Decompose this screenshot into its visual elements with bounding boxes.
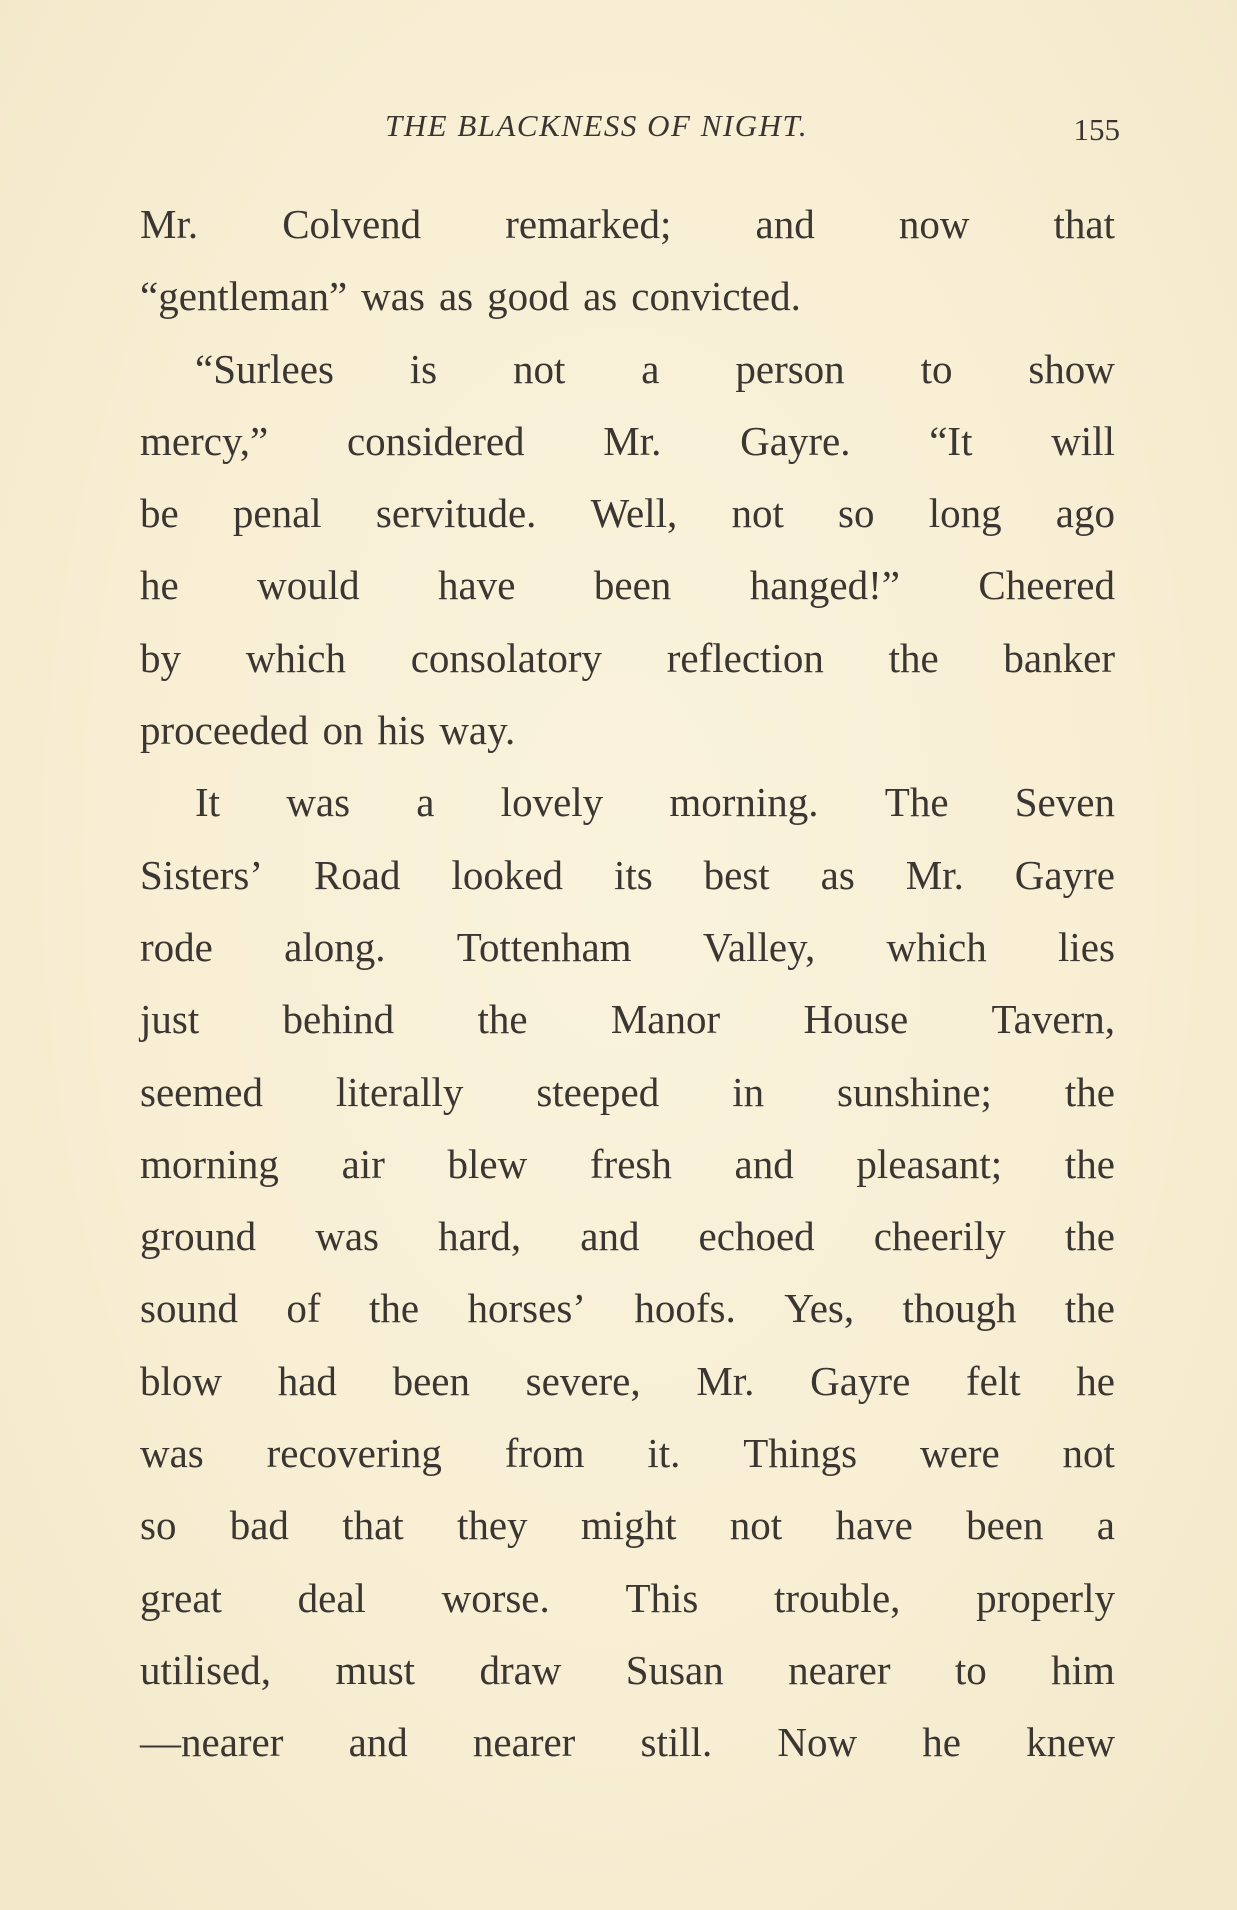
text-line: “gentleman” was as good as convicted. <box>140 273 801 320</box>
page-number: 155 <box>1073 112 1120 147</box>
text-line: blow had been severe, Mr. Gayre felt he <box>140 1357 1115 1404</box>
text-line: proceeded on his way. <box>140 707 516 754</box>
text-line: Mr. Colvend remarked; and now that <box>140 201 1115 247</box>
text-line: morning air blew fresh and pleasant; the <box>140 1140 1115 1187</box>
text-line: sound of the horses’ hoofs. Yes, though the <box>140 1285 1115 1332</box>
text-line: just behind the Manor House Tavern, <box>140 996 1115 1043</box>
text-line: was recovering from it. Things were not <box>140 1430 1115 1477</box>
text-line: seemed literally steeped in sunshine; the <box>140 1068 1115 1115</box>
body-text <box>140 188 1115 1779</box>
text-line: Sisters’ Road looked its best as Mr. Gayre <box>140 851 1115 898</box>
text-line: “Surlees is not a person to show <box>195 345 1115 392</box>
text-line: so bad that they might not have been a <box>140 1502 1115 1549</box>
text-line: mercy,” considered Mr. Gayre. “It will <box>140 417 1115 464</box>
running-title: THE BLACKNESS OF NIGHT. <box>385 108 809 143</box>
text-line: great deal worse. This trouble, properly <box>140 1574 1115 1621</box>
text-line: utilised, must draw Susan nearer to him <box>140 1646 1115 1693</box>
running-head <box>140 108 1120 152</box>
text-line: rode along. Tottenham Valley, which lies <box>140 923 1115 970</box>
text-line: by which consolatory reflection the banker <box>140 634 1115 681</box>
text-line: be penal servitude. Well, not so long ago <box>140 490 1115 537</box>
text-line: It was a lovely morning. The Seven <box>195 779 1115 826</box>
text-line: ground was hard, and echoed cheerily the <box>140 1213 1115 1260</box>
text-line: —nearer and nearer still. Now he knew <box>140 1719 1115 1766</box>
text-line: he would have been hanged!” Cheered <box>140 562 1115 609</box>
